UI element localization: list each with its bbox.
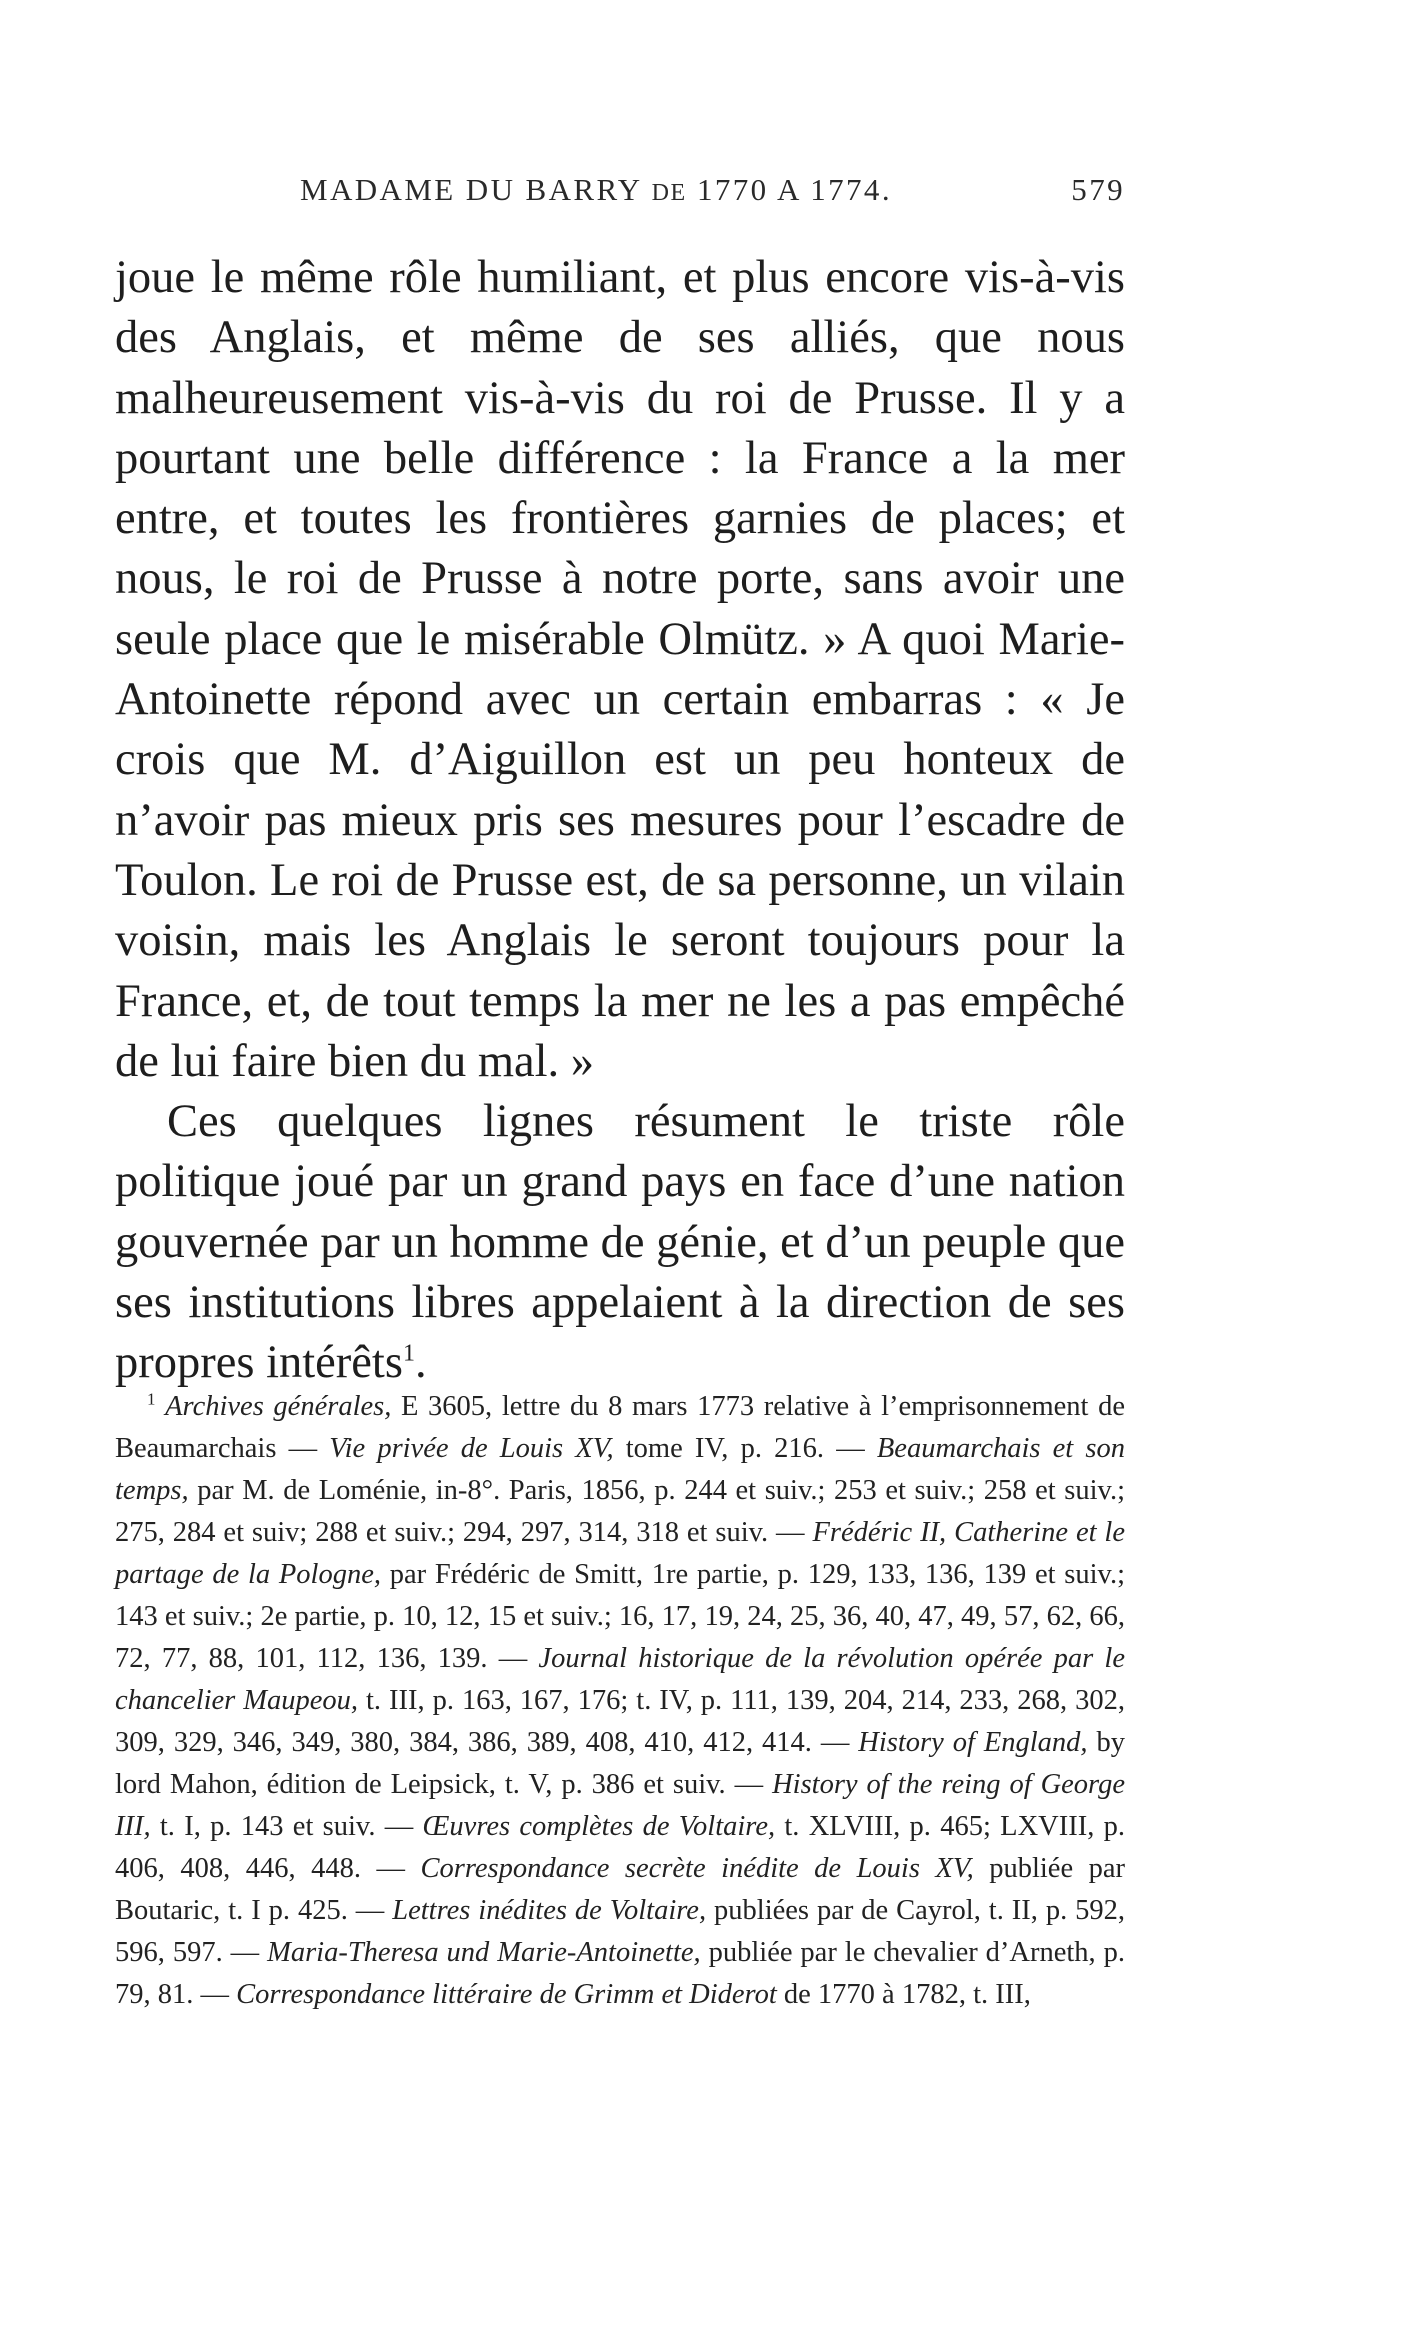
- footnote-source-detail: t. III, p. 163, 167, 176; t. IV, p. 111, 139, 204, 214, 233, 268, 302, 309, 329, 346, 349, 380, 384, 386, 389, 408, 410, 412, 414. —: [115, 1685, 1126, 1758]
- footnote-source-title: Archives générales,: [165, 1391, 392, 1422]
- footnote-1: [115, 1386, 1125, 2016]
- footnote-source-title: Correspondance littéraire de Grimm et Diderot: [236, 1979, 777, 2010]
- footnote-source-detail: t. XLVIII, p. 465; LXVIII, p. 406, 408, 446, 448. —: [115, 1811, 1125, 1884]
- footnotes: [115, 1386, 1125, 2016]
- footnote-reference: 1: [402, 1340, 415, 1367]
- footnote-source-detail: publiée par le chevalier d’Arneth, p. 79, 81. —: [115, 1937, 1125, 2010]
- running-head: [300, 172, 1125, 212]
- footnote-source-title: Journal historique de la révolution opérée par le chancelier Maupeou,: [115, 1643, 1125, 1716]
- footnote-source-title: Maria-Theresa und Marie-Antoinette,: [267, 1937, 701, 1968]
- footnote-source-detail: publiée par Boutaric, t. I p. 425. —: [115, 1853, 1125, 1926]
- footnote-source-title: Frédéric II, Catherine et le partage de la Pologne,: [115, 1517, 1126, 1590]
- footnote-source-detail: by lord Mahon, édition de Leipsick, t. V, p. 386 et suiv. —: [115, 1727, 1126, 1800]
- footnote-source-title: Œuvres complètes de Voltaire,: [422, 1811, 776, 1842]
- footnote-source-detail: par M. de Loménie, in-8°. Paris, 1856, p. 244 et suiv.; 253 et suiv.; 258 et suiv.; 275, 284 et suiv; 288 et suiv.; 294, 297, 314, 318 et suiv. —: [115, 1475, 1125, 1548]
- paragraph-conclusion-text: Ces quelques lignes résument le triste rôle politique joué par un grand pays en face d’une nation gouvernée par un homme de génie, et d’un peuple que ses institutions libres appelaient à la direction de ses propres intérêts: [115, 1096, 1125, 1389]
- footnote-marker: 1: [147, 1389, 156, 1409]
- footnote-source-title: History of the reing of George III,: [115, 1769, 1125, 1842]
- page-number: 579: [1071, 172, 1125, 207]
- main-text: [115, 248, 1125, 1394]
- footnote-source-detail: par Frédéric de Smitt, 1re partie, p. 129, 133, 136, 139 et suiv.; 143 et suiv.; 2e partie, p. 10, 12, 15 et suiv.; 16, 17, 19, 24, 25, 36, 40, 47, 49, 57, 62, 66, 72, 77, 88, 101, 112, 136, 139. —: [115, 1559, 1125, 1674]
- footnote-source-title: Lettres inédites de Voltaire,: [392, 1895, 707, 1926]
- footnote-source-detail: t. I, p. 143 et suiv. —: [150, 1811, 423, 1842]
- running-title-de: DE: [651, 180, 687, 206]
- running-title-dates: 1770 A 1774.: [696, 172, 892, 207]
- paragraph-conclusion: [115, 1092, 1125, 1393]
- footnote-source-detail: de 1770 à 1782, t. III,: [776, 1979, 1031, 2010]
- paragraph-conclusion-end: .: [414, 1337, 427, 1389]
- footnote-text: [115, 1391, 1125, 2010]
- footnote-source-title: Beaumarchais et son temps,: [115, 1433, 1125, 1506]
- footnote-source-title: History of England,: [858, 1727, 1088, 1758]
- footnote-source-detail: publiées par de Cayrol, t. II, p. 592, 596, 597. —: [115, 1895, 1126, 1968]
- footnote-source-title: Correspondance secrète inédite de Louis XV,: [420, 1853, 974, 1884]
- running-title: [300, 172, 892, 208]
- footnote-source-title: Vie privée de Louis XV,: [329, 1433, 614, 1464]
- footnote-source-detail: tome IV, p. 216. —: [613, 1433, 877, 1464]
- paragraph-continued: joue le même rôle humiliant, et plus encore vis-à-vis des Anglais, et même de ses alliés, que nous malheureusement vis-à-vis du roi de Prusse. Il y a pourtant une belle différence : la France a la mer entre, et toutes les frontières garnies de places; et nous, le roi de Prusse à notre porte, sans avoir une seule place que le misérable Olmütz. » A quoi Marie-Antoinette répond avec un certain embarras : « Je crois que M. d’Aiguillon est un peu honteux de n’avoir pas mieux pris ses mesures pour l’escadre de Toulon. Le roi de Prusse est, de sa personne, un vilain voisin, mais les Anglais le seront toujours pour la France, et, de tout temps la mer ne les a pas empêché de lui faire bien du mal. »: [115, 252, 1125, 1087]
- running-title-main: MADAME DU BARRY: [300, 172, 642, 207]
- footnote-source-detail: E 3605, lettre du 8 mars 1773 relative à l’emprisonnement de Beaumarchais —: [115, 1391, 1125, 1464]
